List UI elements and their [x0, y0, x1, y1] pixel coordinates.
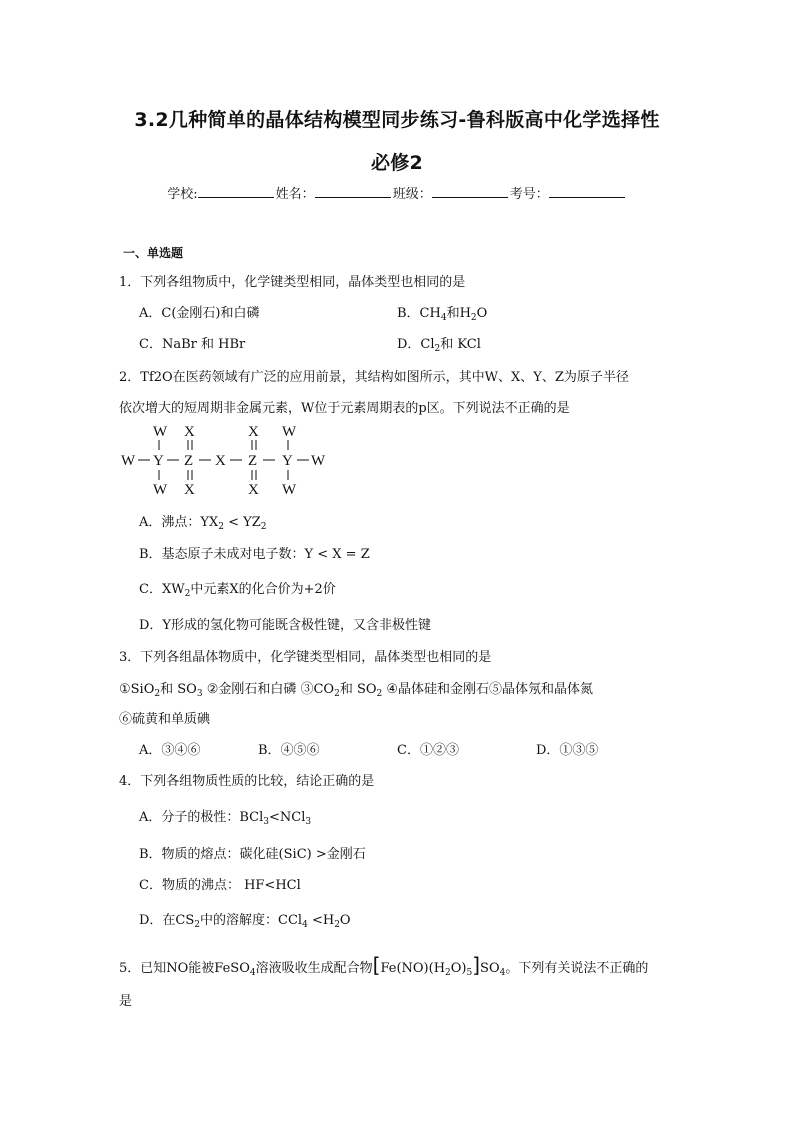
- q2-stem-line1: 2．Tf2O在医药领域有广泛的应用前景，其结构如图所示，其中W、X、Y、Z为原子半径: [119, 370, 629, 385]
- name-blank[interactable]: [315, 185, 391, 198]
- q4-a-text2: <NCl: [269, 810, 306, 825]
- q4-option-c[interactable]: C．物质的沸点： HF<HCl: [139, 878, 301, 893]
- atom-y: Y: [153, 453, 164, 469]
- q5-sub: 4: [499, 968, 506, 978]
- school-label: 学校:: [167, 187, 198, 202]
- q3-option-c[interactable]: C．①②③: [397, 743, 459, 758]
- q5-text: 。下列有关说法不正确的: [505, 961, 649, 976]
- q3-items-line: [119, 678, 593, 697]
- q3-items-line2: ⑥硫黄和单质碘: [119, 712, 211, 727]
- q1-b-sub2: 2: [470, 313, 477, 323]
- q4-d-text3: <H: [307, 913, 335, 928]
- atom-z: Z: [184, 453, 194, 469]
- student-info-row: [0, 183, 794, 202]
- q4-d-text4: O: [339, 913, 351, 928]
- atom-x: X: [184, 482, 195, 498]
- class-blank[interactable]: [432, 185, 508, 198]
- atom-w: W: [282, 482, 297, 498]
- q3-option-b[interactable]: B．④⑤⑥: [258, 743, 320, 758]
- q2-c-sub: 2: [184, 589, 191, 599]
- atom-w: W: [153, 482, 168, 498]
- q2-a-sub2: 2: [260, 522, 267, 532]
- page-title-line2: 必修2: [370, 152, 424, 174]
- exam-no-blank[interactable]: [549, 185, 625, 198]
- q5-text: SO: [480, 961, 500, 976]
- q2-a-sub: 2: [218, 522, 224, 532]
- q4-d-sub: 2: [194, 920, 201, 930]
- q1-b-text2: 和H: [446, 306, 471, 321]
- atom-x: X: [184, 424, 195, 440]
- atom-w: W: [282, 424, 297, 440]
- q1-d-sub: 2: [434, 344, 441, 354]
- q1-d-text2: 和 KCl: [440, 337, 481, 352]
- atom-w: W: [153, 424, 168, 440]
- atom-w: W: [121, 453, 136, 469]
- q5-sub: 2: [445, 968, 451, 978]
- q3-sub: 2: [154, 689, 161, 699]
- school-blank[interactable]: [198, 185, 274, 198]
- q3-sub: 2: [334, 689, 340, 699]
- q2-a-text2: < YZ: [223, 515, 261, 530]
- q1-stem: 1．下列各组物质中，化学键类型相同，晶体类型也相同的是: [119, 275, 466, 290]
- atom-x: X: [248, 424, 259, 440]
- page-title-line1: 3.2几种简单的晶体结构模型同步练习-鲁科版高中化学选择性: [134, 109, 660, 131]
- q2-stem-line2: 依次增大的短周期非金属元素，W位于元素周期表的p区。下列说法不正确的是: [119, 401, 570, 416]
- q4-d-text: D．在CS: [139, 913, 195, 928]
- q4-a-sub: 3: [263, 817, 270, 827]
- name-label: 姓名：: [275, 187, 315, 202]
- q2-option-b[interactable]: B．基态原子未成对电子数：Y < X = Z: [139, 547, 370, 562]
- q3-sub: 2: [376, 689, 383, 699]
- q5-text: 溶液吸收生成配合物: [255, 961, 373, 976]
- left-bracket: [: [372, 953, 381, 977]
- q3-text: 和 SO: [160, 682, 197, 697]
- q2-a-text: A．沸点：YX: [139, 515, 219, 530]
- q5-complex: Fe(NO)(H: [380, 961, 446, 976]
- q5-sub: 4: [249, 968, 256, 978]
- q3-option-d[interactable]: D．①③⑤: [536, 743, 599, 758]
- q4-d-text2: 中的溶解度：CCl: [200, 913, 303, 928]
- q1-b-text3: O: [476, 306, 488, 321]
- q4-option-a[interactable]: [139, 806, 311, 825]
- q4-option-b[interactable]: B．物质的熔点：碳化硅(SiC) >金刚石: [139, 847, 366, 862]
- q4-d-sub2: 4: [302, 920, 308, 930]
- q5-text: 5．已知NO能被FeSO: [119, 961, 250, 976]
- q4-option-d[interactable]: [139, 909, 351, 928]
- q4-a-text: A．分子的极性：BCl: [139, 810, 264, 825]
- q3-stem: 3．下列各组晶体物质中，化学键类型相同，晶体类型也相同的是: [119, 650, 492, 665]
- q3-text: ②金刚石和白磷 ③CO: [202, 682, 335, 697]
- q1-option-b[interactable]: [397, 302, 487, 321]
- q3-text: ①SiO: [119, 682, 155, 697]
- tf2o-structure-diagram: [117, 420, 337, 500]
- q2-option-a[interactable]: [139, 511, 266, 530]
- q1-option-a[interactable]: A．C(金刚石)和白磷: [139, 306, 260, 321]
- q2-c-text: C．XW: [139, 582, 185, 597]
- atom-w: W: [311, 453, 326, 469]
- q3-text: 和 SO: [339, 682, 377, 697]
- q2-option-d[interactable]: D．Y形成的氢化物可能既含极性键，又含非极性键: [139, 618, 432, 633]
- q1-b-sub: 4: [440, 313, 447, 323]
- q4-stem: 4．下列各组物质性质的比较，结论正确的是: [119, 774, 375, 789]
- q5-stem-line1: [119, 953, 648, 977]
- q4-d-sub3: 2: [334, 920, 340, 930]
- atom-x: X: [248, 482, 259, 498]
- q2-option-c[interactable]: [139, 578, 336, 597]
- q1-b-text: B．CH: [397, 306, 441, 321]
- q1-option-d[interactable]: [397, 333, 481, 352]
- q5-sub: 5: [466, 968, 473, 978]
- class-label: 班级：: [392, 187, 432, 202]
- section-heading: 一、单选题: [123, 246, 184, 260]
- q3-sub: 3: [196, 689, 203, 699]
- q1-option-c[interactable]: C．NaBr 和 HBr: [139, 337, 246, 352]
- right-bracket: ]: [472, 953, 481, 977]
- q2-c-text2: 中元素X的化合价为+2价: [190, 582, 336, 597]
- q4-a-sub2: 3: [305, 817, 312, 827]
- q5-complex: O): [450, 961, 467, 976]
- q3-option-a[interactable]: A．③④⑥: [139, 743, 201, 758]
- exam-no-label: 考号：: [509, 187, 549, 202]
- atom-x: X: [215, 453, 226, 469]
- atom-y: Y: [282, 453, 293, 469]
- atom-z: Z: [248, 453, 258, 469]
- q1-d-text: D．Cl: [397, 337, 435, 352]
- q5-stem-line2: 是: [119, 994, 133, 1009]
- q3-text: ④晶体硅和金刚石⑤晶体氖和晶体氮: [382, 682, 594, 697]
